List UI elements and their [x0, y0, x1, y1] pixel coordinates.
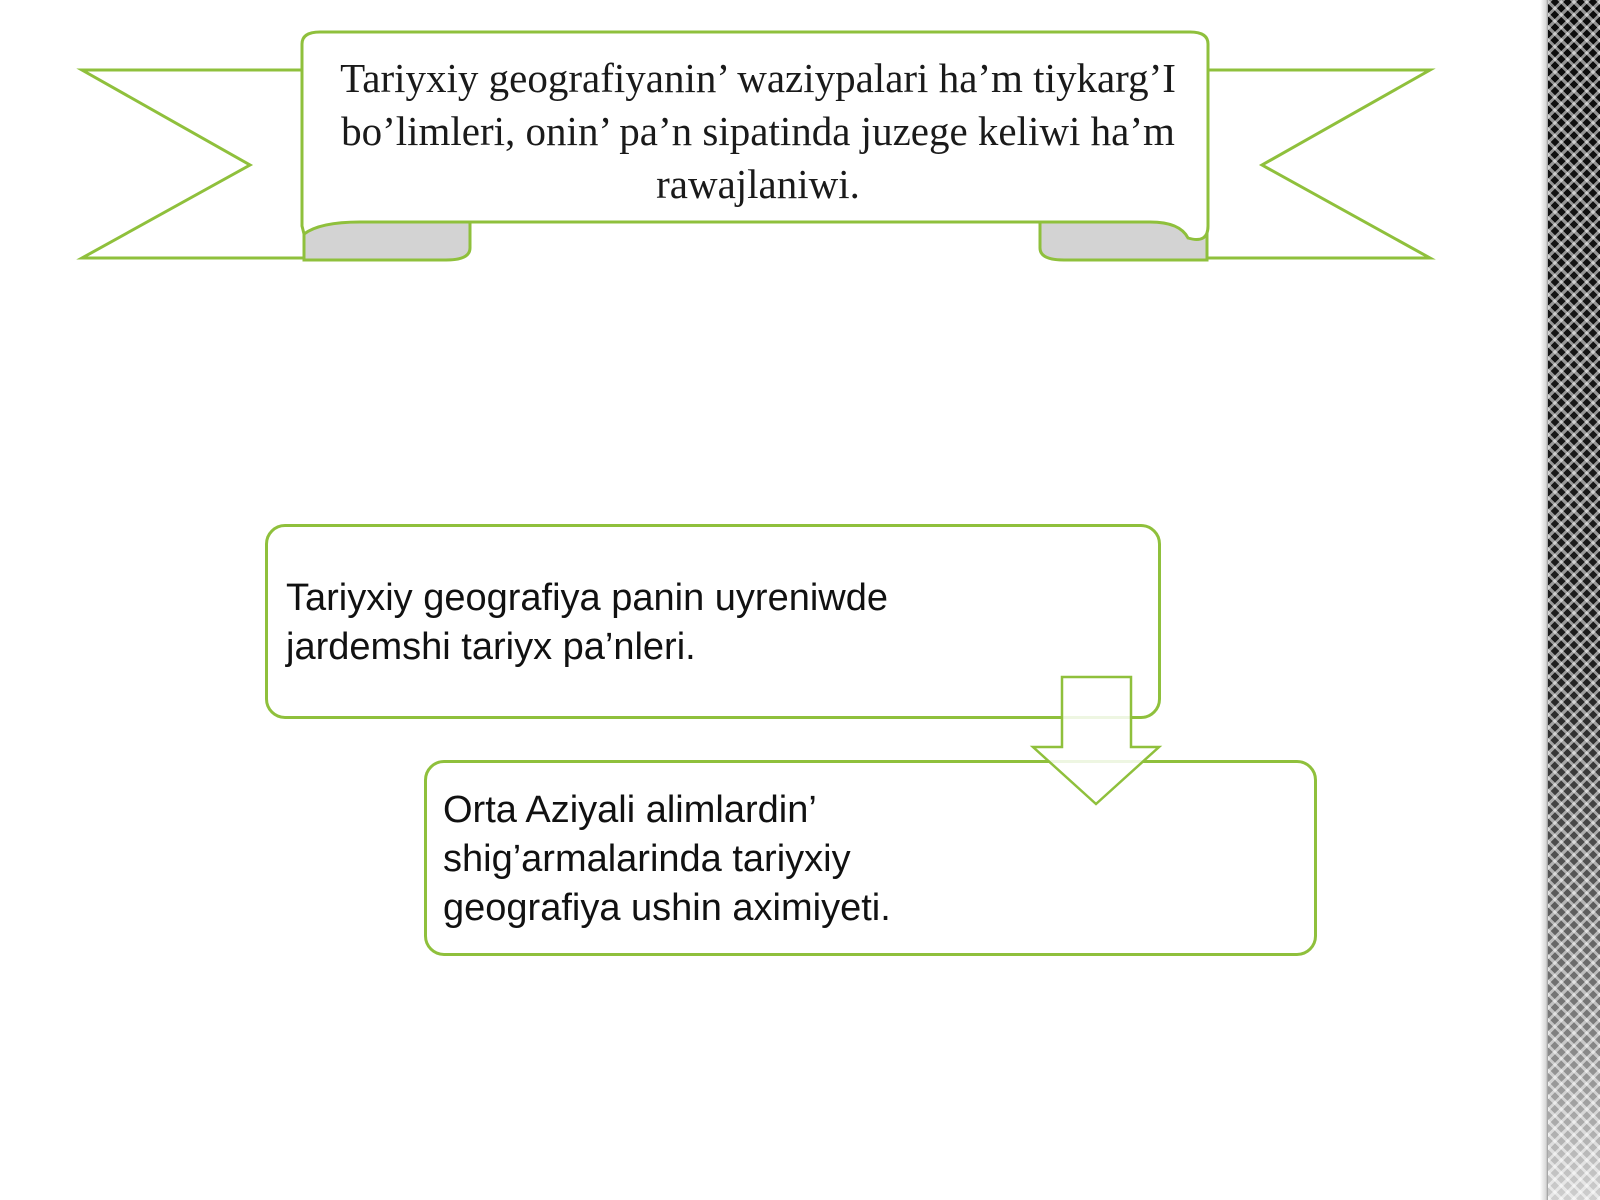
- ribbon-left-fold: [304, 222, 470, 260]
- slide-title: Tariyxiy geografiyanin’ waziypalari ha’m tiykarg’I bo’limleri, onin’ pa’n sipatinda juzege keliwi ha’m rawajlaniwi.: [340, 55, 1176, 207]
- ribbon-right-tail: [1207, 70, 1430, 258]
- flow-step-1-text: Tariyxiy geografiya panin uyreniwde jardemshi tariyx pa’nleri.: [286, 577, 888, 668]
- ribbon-left-tail: [82, 70, 304, 258]
- flow-step-2-text: Orta Aziyali alimlardin’ shig’armalarinda tariyxiy geografiya ushin aximiyeti.: [443, 789, 891, 929]
- down-arrow-icon: [1025, 670, 1165, 810]
- decorative-texture-strip: [1548, 0, 1600, 1200]
